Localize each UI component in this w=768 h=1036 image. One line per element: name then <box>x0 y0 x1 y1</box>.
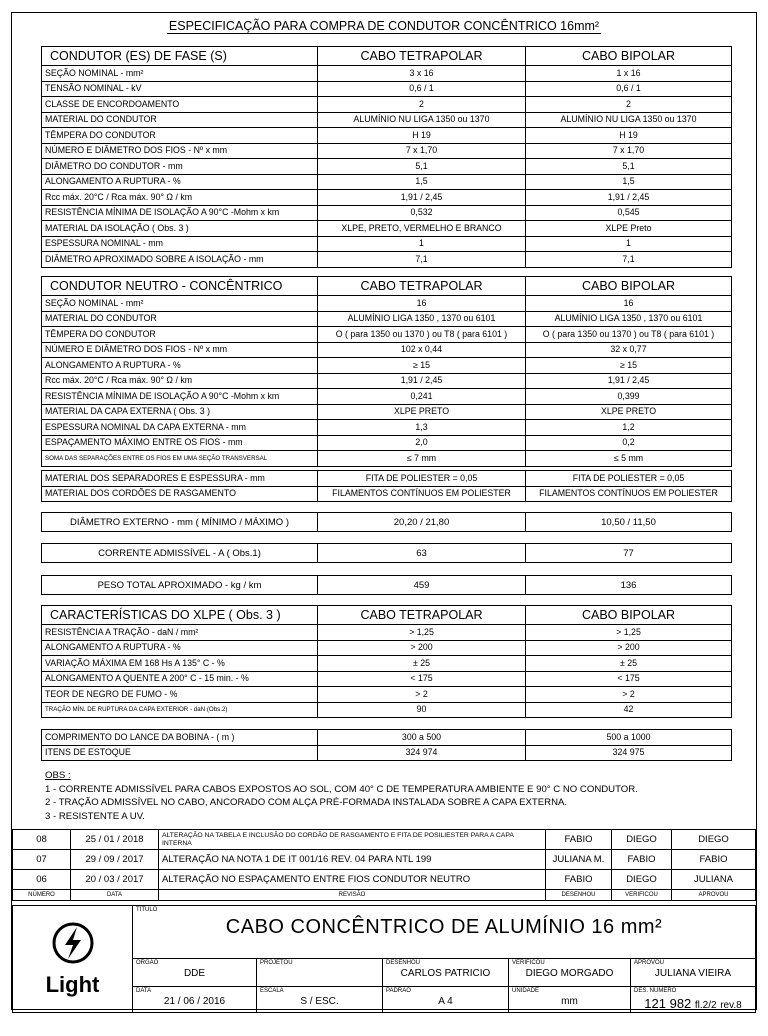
separadores-table <box>41 470 732 502</box>
tetrapolar-value: > 1,25 <box>318 625 526 641</box>
tetrapolar-value: ≤ 7 mm <box>318 451 526 467</box>
rev-date: 25 / 01 / 2018 <box>71 830 159 850</box>
revision-number: rev.8 <box>720 1000 742 1011</box>
bipolar-value: 324 975 <box>526 745 732 761</box>
table-row <box>42 656 732 672</box>
drawing-number <box>634 996 752 1011</box>
row-label: MATERIAL DO CONDUTOR <box>42 311 318 327</box>
bipolar-value: FITA DE POLIESTER = 0,05 <box>526 471 732 487</box>
table-row <box>42 435 732 451</box>
row-label: VARIAÇÃO MÁXIMA EM 168 Hs A 135° C - % <box>42 656 318 672</box>
projetou-label: PROJETOU <box>260 960 293 966</box>
rev-header-approved: APROVOU <box>672 890 756 901</box>
table-row <box>42 373 732 389</box>
row-label: NÚMERO E DIÂMETRO DOS FIOS - Nº x mm <box>42 143 318 159</box>
bipolar-value: 7,1 <box>526 252 732 268</box>
section-header: CARACTERÍSTICAS DO XLPE ( Obs. 3 ) <box>42 606 318 625</box>
data-label: DATA <box>136 988 152 994</box>
tetrapolar-value: FILAMENTOS CONTÍNUOS EM POLIESTER <box>318 486 526 502</box>
bipolar-value: XLPE PRETO <box>526 404 732 420</box>
bipolar-value: 1 <box>526 236 732 252</box>
tetrapolar-value: 5,1 <box>318 159 526 175</box>
row-label: MATERIAL DOS SEPARADORES E ESPESSURA - mm <box>42 471 318 487</box>
rev-number: 08 <box>13 830 71 850</box>
table-row <box>42 389 732 405</box>
tetrapolar-value: 324 974 <box>318 745 526 761</box>
revision-header-row <box>13 890 756 901</box>
rev-header-date: DATA <box>71 890 159 901</box>
revision-row <box>13 850 756 870</box>
desenhou-value: CARLOS PATRICIO <box>400 968 491 979</box>
bipolar-value: ALUMÍNIO LIGA 1350 , 1370 ou 6101 <box>526 311 732 327</box>
des-numero-cell <box>631 987 756 1013</box>
row-label: NÚMERO E DIÂMETRO DOS FIOS - Nº x mm <box>42 342 318 358</box>
drawing-sheet <box>11 12 757 1010</box>
revision-table <box>12 829 756 901</box>
padrao-value: A 4 <box>438 996 453 1007</box>
title-cell <box>133 906 756 959</box>
verificou-cell <box>509 959 631 987</box>
aprovou-label: APROVOU <box>634 960 665 966</box>
table-row <box>42 451 732 467</box>
bipolar-value: > 1,25 <box>526 625 732 641</box>
escala-cell <box>257 987 383 1013</box>
tetrapolar-value: 3 x 16 <box>318 66 526 82</box>
bipolar-value: 2 <box>526 97 732 113</box>
row-label: CORRENTE ADMISSÍVEL - A ( Obs.1) <box>42 544 318 563</box>
bipolar-value: CABO BIPOLAR <box>526 47 732 66</box>
data-value: 21 / 06 / 2016 <box>163 996 226 1007</box>
tetrapolar-value: 90 <box>318 702 526 718</box>
unidade-value: mm <box>561 996 578 1007</box>
desenhou-cell <box>383 959 509 987</box>
tetrapolar-value: 16 <box>318 296 526 312</box>
row-label: TÊMPERA DO CONDUTOR <box>42 128 318 144</box>
tetrapolar-value: > 200 <box>318 640 526 656</box>
rev-approved-by: FABIO <box>672 850 756 870</box>
desenhou-label: DESENHOU <box>386 960 421 966</box>
bipolar-value: 1 x 16 <box>526 66 732 82</box>
table-row <box>42 252 732 268</box>
bipolar-value: ± 25 <box>526 656 732 672</box>
bipolar-value: 32 x 0,77 <box>526 342 732 358</box>
row-label: DIÂMETRO APROXIMADO SOBRE A ISOLAÇÃO - mm <box>42 252 318 268</box>
row-label: RESISTÊNCIA MÍNIMA DE ISOLAÇÃO A 90°C -Mohm x km <box>42 205 318 221</box>
bipolar-value: 1,5 <box>526 174 732 190</box>
bipolar-value: > 200 <box>526 640 732 656</box>
row-label: Rcc máx. 20°C / Rca máx. 90° Ω / km <box>42 373 318 389</box>
tetrapolar-value: FITA DE POLIESTER = 0,05 <box>318 471 526 487</box>
escala-value: S / ESC. <box>300 996 339 1007</box>
data-cell <box>133 987 257 1013</box>
rev-header-drawn: DESENHOU <box>546 890 612 901</box>
bipolar-value: 0,399 <box>526 389 732 405</box>
row-label: Rcc máx. 20°C / Rca máx. 90° Ω / km <box>42 190 318 206</box>
rev-drawn-by: FABIO <box>546 830 612 850</box>
bipolar-value: CABO BIPOLAR <box>526 277 732 296</box>
table-row <box>42 327 732 343</box>
row-label: ALONGAMENTO A RUPTURA - % <box>42 358 318 374</box>
rev-drawn-by: FABIO <box>546 870 612 890</box>
escala-label: ESCALA <box>260 988 284 994</box>
rev-checked-by: DIEGO <box>612 830 672 850</box>
revision-row <box>13 830 756 850</box>
tetrapolar-value: 1,91 / 2,45 <box>318 373 526 389</box>
tetrapolar-value: XLPE, PRETO, VERMELHO E BRANCO <box>318 221 526 237</box>
bipolar-value: XLPE Preto <box>526 221 732 237</box>
bipolar-value: ALUMÍNIO NU LIGA 1350 ou 1370 <box>526 112 732 128</box>
tetrapolar-value: 63 <box>318 544 526 563</box>
rev-description: ALTERAÇÃO NA NOTA 1 DE IT 001/16 REV. 04 PARA NTL 199 <box>159 850 546 870</box>
table-row <box>42 702 732 718</box>
bipolar-value: 0,6 / 1 <box>526 81 732 97</box>
rev-description: ALTERAÇÃO NO ESPAÇAMENTO ENTRE FIOS CONDUTOR NEUTRO <box>159 870 546 890</box>
row-label: MATERIAL DO CONDUTOR <box>42 112 318 128</box>
obs-title: OBS : <box>45 770 71 781</box>
tetrapolar-value: CABO TETRAPOLAR <box>318 47 526 66</box>
row-label: DIÂMETRO EXTERNO - mm ( MÍNIMO / MÁXIMO ) <box>42 513 318 532</box>
tetrapolar-value: ≥ 15 <box>318 358 526 374</box>
bipolar-value: 1,91 / 2,45 <box>526 373 732 389</box>
tetrapolar-value: 0,532 <box>318 205 526 221</box>
bipolar-value: H 19 <box>526 128 732 144</box>
table-row <box>42 221 732 237</box>
logo-wordmark: Light <box>45 971 100 997</box>
bipolar-value: 5,1 <box>526 159 732 175</box>
xlpe-table <box>41 605 732 718</box>
verificou-value: DIEGO MORGADO <box>525 968 614 979</box>
bipolar-value: FILAMENTOS CONTÍNUOS EM POLIESTER <box>526 486 732 502</box>
row-label: MATERIAL DOS CORDÕES DE RASGAMENTO <box>42 486 318 502</box>
rev-date: 20 / 03 / 2017 <box>71 870 159 890</box>
table-row <box>42 420 732 436</box>
table-row <box>42 471 732 487</box>
table-row <box>42 97 732 113</box>
row-label: CLASSE DE ENCORDOAMENTO <box>42 97 318 113</box>
tetrapolar-value: > 2 <box>318 687 526 703</box>
corrente-row <box>42 544 732 563</box>
bipolar-value: 1,2 <box>526 420 732 436</box>
tetrapolar-value: ± 25 <box>318 656 526 672</box>
row-label: COMPRIMENTO DO LANCE DA BOBINA - ( m ) <box>42 730 318 746</box>
row-label: ESPESSURA NOMINAL - mm <box>42 236 318 252</box>
bipolar-value: CABO BIPOLAR <box>526 606 732 625</box>
company-logo <box>13 906 133 1013</box>
rev-number: 06 <box>13 870 71 890</box>
page-title: ESPECIFICAÇÃO PARA COMPRA DE CONDUTOR CONCÊNTRICO 16mm² <box>168 19 600 33</box>
bipolar-value: 7 x 1,70 <box>526 143 732 159</box>
tetrapolar-value: 7,1 <box>318 252 526 268</box>
projetou-cell <box>257 959 383 987</box>
padrao-cell <box>383 987 509 1013</box>
table-row <box>42 311 732 327</box>
table-row <box>42 236 732 252</box>
bipolar-value: 10,50 / 11,50 <box>526 513 732 532</box>
tetrapolar-value: 0,241 <box>318 389 526 405</box>
row-label: ESPESSURA NOMINAL DA CAPA EXTERNA - mm <box>42 420 318 436</box>
bipolar-value: ≥ 15 <box>526 358 732 374</box>
bipolar-value: 0,2 <box>526 435 732 451</box>
section-header: CONDUTOR (ES) DE FASE (S) <box>42 47 318 66</box>
unidade-label: UNIDADE <box>512 988 540 994</box>
table-row <box>42 128 732 144</box>
tetrapolar-value: 102 x 0,44 <box>318 342 526 358</box>
diametro-row <box>42 513 732 532</box>
rev-description: ALTERAÇÃO NA TABELA E INCLUSÃO DO CORDÃO DE RASGAMENTO E FITA DE POSILIESTER PARA A CAPA INTERNA <box>159 830 546 850</box>
table-row <box>42 190 732 206</box>
peso-table <box>41 575 732 595</box>
tetrapolar-value: ALUMÍNIO LIGA 1350 , 1370 ou 6101 <box>318 311 526 327</box>
table-row <box>42 671 732 687</box>
rev-checked-by: DIEGO <box>612 870 672 890</box>
tetrapolar-value: 2 <box>318 97 526 113</box>
tetrapolar-value: 1 <box>318 236 526 252</box>
tetrapolar-value: ALUMÍNIO NU LIGA 1350 ou 1370 <box>318 112 526 128</box>
row-label: ITENS DE ESTOQUE <box>42 745 318 761</box>
rev-header-checked: VERIFICOU <box>612 890 672 901</box>
table-row <box>42 296 732 312</box>
tetrapolar-value: 1,91 / 2,45 <box>318 190 526 206</box>
aprovou-cell <box>631 959 756 987</box>
corrente-table <box>41 543 732 563</box>
table-row <box>42 404 732 420</box>
bipolar-value: 0,545 <box>526 205 732 221</box>
bipolar-value: 16 <box>526 296 732 312</box>
table-row <box>42 159 732 175</box>
rev-approved-by: JULIANA <box>672 870 756 890</box>
bipolar-value: > 2 <box>526 687 732 703</box>
table-row <box>42 745 732 761</box>
tetrapolar-value: 2,0 <box>318 435 526 451</box>
rev-checked-by: FABIO <box>612 850 672 870</box>
bipolar-value: O ( para 1350 ou 1370 ) ou T8 ( para 6101 ) <box>526 327 732 343</box>
row-label: TRAÇÃO MÍN. DE RUPTURA DA CAPA EXTERIOR - daN (Obs.2) <box>42 702 318 718</box>
table-row <box>42 687 732 703</box>
peso-row <box>42 576 732 595</box>
titulo-label: TÍTULO <box>136 907 158 913</box>
tetrapolar-value: H 19 <box>318 128 526 144</box>
table-row <box>42 143 732 159</box>
bipolar-value: 1,91 / 2,45 <box>526 190 732 206</box>
row-label: MATERIAL DA CAPA EXTERNA ( Obs. 3 ) <box>42 404 318 420</box>
diametro-table <box>41 512 732 532</box>
section-header-row <box>42 606 732 625</box>
obs-item-3: 3 - RESISTENTE A UV. <box>45 810 145 822</box>
row-label: DIÂMETRO DO CONDUTOR - mm <box>42 159 318 175</box>
table-row <box>42 342 732 358</box>
tetrapolar-value: CABO TETRAPOLAR <box>318 277 526 296</box>
tetrapolar-value: 1,5 <box>318 174 526 190</box>
row-label: RESISTÊNCIA MÍNIMA DE ISOLAÇÃO A 90°C -Mohm x km <box>42 389 318 405</box>
drawing-title: CABO CONCÊNTRICO DE ALUMÍNIO 16 mm² <box>225 916 663 938</box>
bipolar-value: 77 <box>526 544 732 563</box>
revision-row <box>13 870 756 890</box>
table-row <box>42 358 732 374</box>
title-block <box>12 905 756 1013</box>
lance-table <box>41 729 732 761</box>
table-row <box>42 205 732 221</box>
row-label: ALONGAMENTO A QUENTE A 200° C - 15 min. - % <box>42 671 318 687</box>
row-label: ALONGAMENTO A RUPTURA - % <box>42 174 318 190</box>
neutro-table <box>41 276 732 467</box>
rev-approved-by: DIEGO <box>672 830 756 850</box>
tetrapolar-value: 459 <box>318 576 526 595</box>
tetrapolar-value: 1,3 <box>318 420 526 436</box>
fase-table <box>41 46 732 268</box>
obs-item-1: 1 - CORRENTE ADMISSÍVEL PARA CABOS EXPOSTOS AO SOL, COM 40° C DE TEMPERATURA AMBIENTE E 90° C NO CONDUTOR. <box>45 783 638 795</box>
bipolar-value: < 175 <box>526 671 732 687</box>
rev-drawn-by: JULIANA M. <box>546 850 612 870</box>
row-label: TENSÃO NOMINAL - kV <box>42 81 318 97</box>
verificou-label: VERIFICOU <box>512 960 545 966</box>
section-header-row <box>42 47 732 66</box>
row-label: ESPAÇAMENTO MÁXIMO ENTRE OS FIOS - mm <box>42 435 318 451</box>
orgao-label: ÓRGÃO <box>136 960 159 966</box>
table-row <box>42 486 732 502</box>
tetrapolar-value: 7 x 1,70 <box>318 143 526 159</box>
table-row <box>42 174 732 190</box>
section-header: CONDUTOR NEUTRO - CONCÊNTRICO <box>42 277 318 296</box>
rev-header-revision: REVISÃO <box>159 890 546 901</box>
row-label: SOMA DAS SEPARAÇÕES ENTRE OS FIOS EM UMA SEÇÃO TRANSVERSAL <box>42 451 318 467</box>
rev-number: 07 <box>13 850 71 870</box>
sheet-number: fl.2/2 <box>694 1000 717 1011</box>
tetrapolar-value: 0,6 / 1 <box>318 81 526 97</box>
tetrapolar-value: 20,20 / 21,80 <box>318 513 526 532</box>
tetrapolar-value: O ( para 1350 ou 1370 ) ou T8 ( para 6101 ) <box>318 327 526 343</box>
row-label: SEÇÃO NOMINAL - mm² <box>42 296 318 312</box>
des-numero-value: 121 982 <box>644 996 692 1011</box>
tetrapolar-value: CABO TETRAPOLAR <box>318 606 526 625</box>
bipolar-value: ≤ 5 mm <box>526 451 732 467</box>
lightning-logo-icon <box>51 921 95 965</box>
row-label: RESISTÊNCIA A TRAÇÃO - daN / mm² <box>42 625 318 641</box>
row-label: TÊMPERA DO CONDUTOR <box>42 327 318 343</box>
bipolar-value: 500 a 1000 <box>526 730 732 746</box>
tetrapolar-value: 300 a 500 <box>318 730 526 746</box>
table-row <box>42 625 732 641</box>
table-row <box>42 640 732 656</box>
observations <box>45 769 638 823</box>
bipolar-value: 136 <box>526 576 732 595</box>
obs-item-2: 2 - TRAÇÃO ADMISSÍVEL NO CABO, ANCORADO COM ALÇA PRÉ-FORMADA INSTALADA SOBRE A CAPA EXTERNA. <box>45 797 568 808</box>
orgao-value: DDE <box>183 968 206 979</box>
tetrapolar-value: < 175 <box>318 671 526 687</box>
bipolar-value: 42 <box>526 702 732 718</box>
aprovou-value: JULIANA VIEIRA <box>654 968 732 979</box>
rev-header-number: NÚMERO <box>13 890 71 901</box>
table-row <box>42 81 732 97</box>
row-label: TEOR DE NEGRO DE FUMO - % <box>42 687 318 703</box>
row-label: ALONGAMENTO A RUPTURA - % <box>42 640 318 656</box>
rev-date: 29 / 09 / 2017 <box>71 850 159 870</box>
des-numero-label: DES. NÚMERO <box>634 988 677 994</box>
table-row <box>42 730 732 746</box>
row-label: MATERIAL DA ISOLAÇÃO ( Obs. 3 ) <box>42 221 318 237</box>
padrao-label: PADRÃO <box>386 988 411 994</box>
unidade-cell <box>509 987 631 1013</box>
row-label: PESO TOTAL APROXIMADO - kg / km <box>42 576 318 595</box>
row-label: SEÇÃO NOMINAL - mm² <box>42 66 318 82</box>
section-header-row <box>42 277 732 296</box>
table-row <box>42 112 732 128</box>
orgao-cell <box>133 959 257 987</box>
table-row <box>42 66 732 82</box>
tetrapolar-value: XLPE PRETO <box>318 404 526 420</box>
